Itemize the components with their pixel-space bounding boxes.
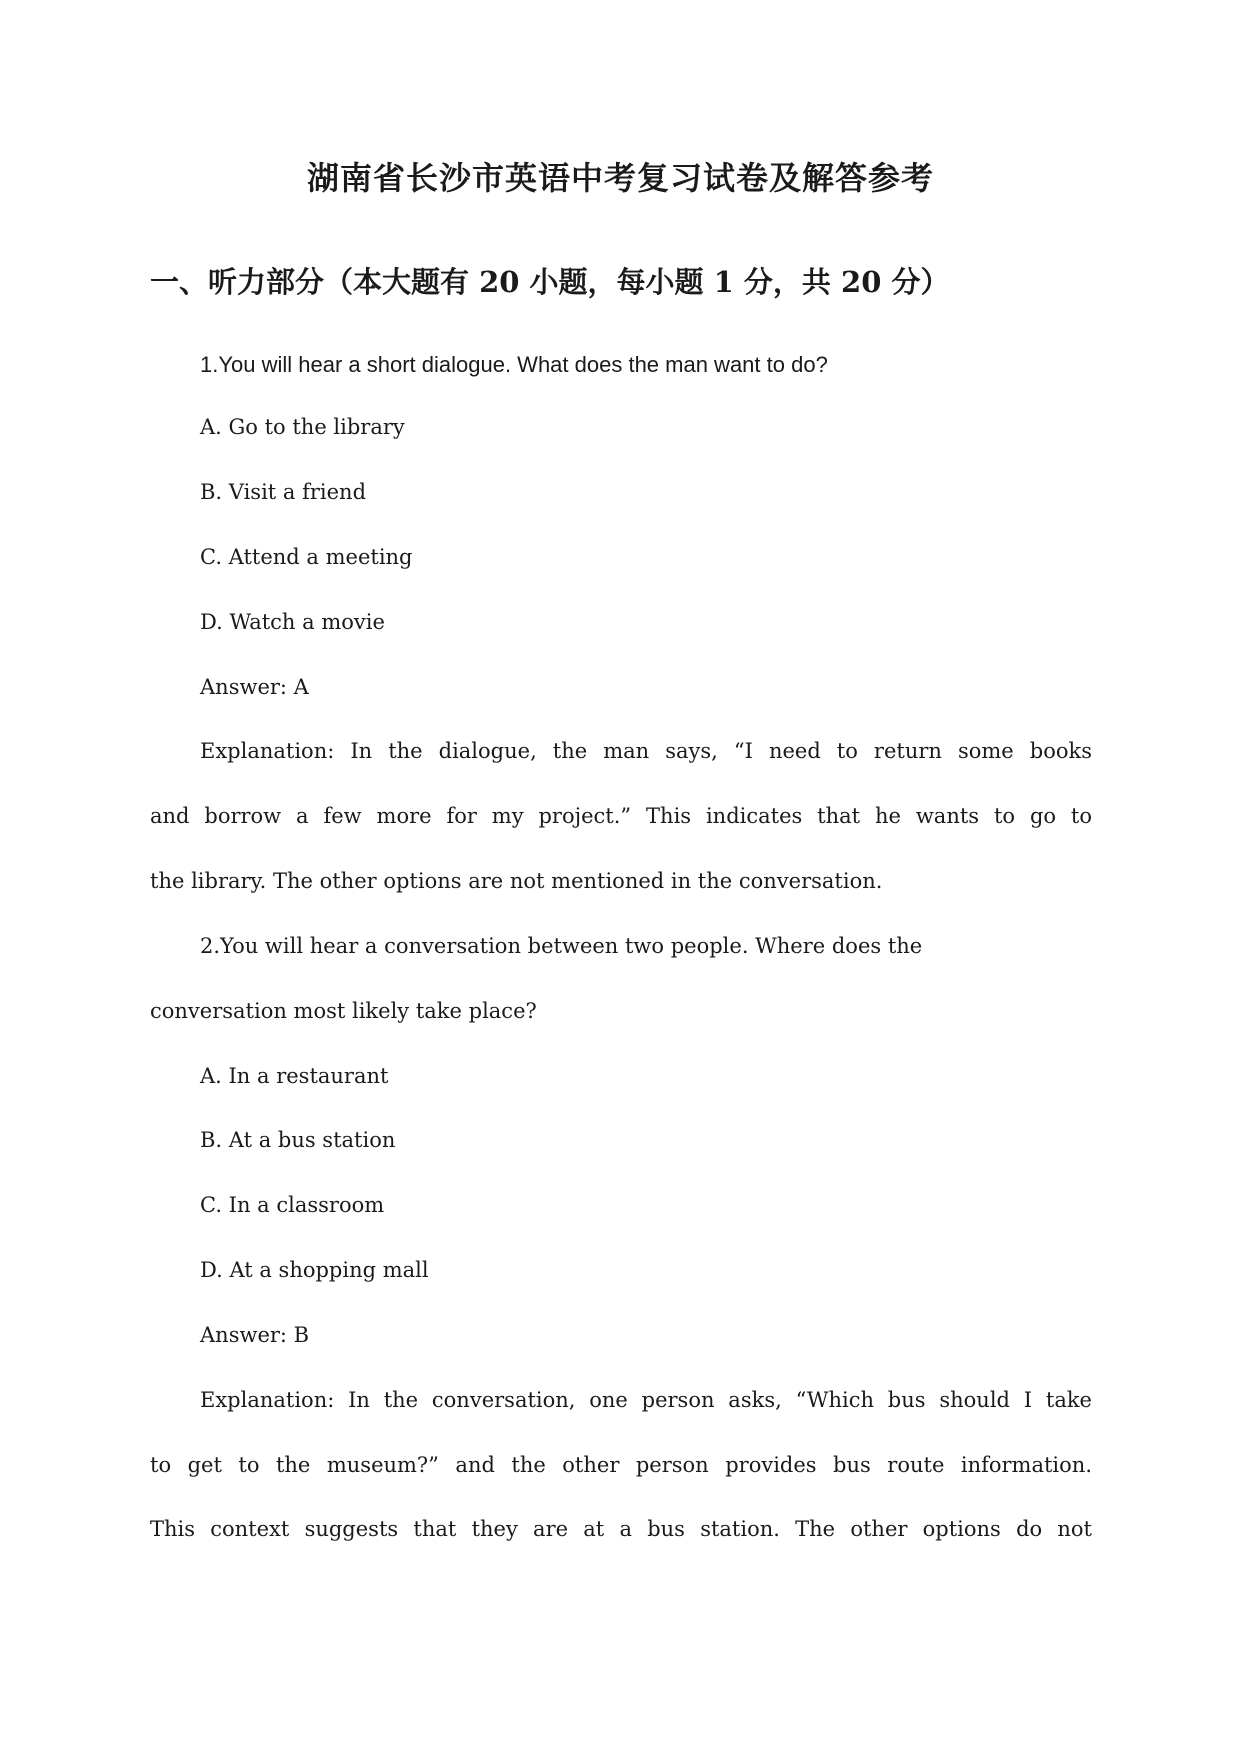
question-2-explanation-line-3: This context suggests that they are at a bus station. The other options do not — [150, 1517, 1092, 1541]
question-2-option-a: A. In a restaurant — [200, 1064, 389, 1088]
question-1-option-c: C. Attend a meeting — [200, 545, 413, 569]
question-1-option-a: A. Go to the library — [200, 415, 405, 439]
question-2-prompt-line-2: conversation most likely take place? — [150, 999, 537, 1023]
question-1-option-d: D. Watch a movie — [200, 610, 385, 634]
question-2-option-d: D. At a shopping mall — [200, 1258, 429, 1282]
question-1-prompt: 1.You will hear a short dialogue. What does the man want to do? — [200, 352, 828, 377]
section-heading: 一、听力部分（本大题有 20 小题，每小题 1 分，共 20 分） — [150, 265, 950, 299]
question-2-answer: Answer: B — [200, 1323, 310, 1347]
question-1-explanation-line-2: and borrow a few more for my project.” This indicates that he wants to go to — [150, 804, 1092, 828]
question-2-option-c: C. In a classroom — [200, 1193, 385, 1217]
document-title: 湖南省长沙市英语中考复习试卷及解答参考 — [306, 159, 934, 197]
question-2-option-b: B. At a bus station — [200, 1128, 396, 1152]
question-1-option-b: B. Visit a friend — [200, 480, 367, 504]
question-1-explanation-line-3: the library. The other options are not mentioned in the conversation. — [150, 869, 883, 893]
question-2-prompt-line-1: 2.You will hear a conversation between two people. Where does the — [200, 934, 923, 958]
question-1-answer: Answer: A — [200, 675, 309, 699]
question-2-explanation-line-1: Explanation: In the conversation, one person asks, “Which bus should I take — [200, 1388, 1092, 1412]
question-2-explanation-line-2: to get to the museum?” and the other person provides bus route information. — [150, 1453, 1092, 1477]
question-1-explanation-line-1: Explanation: In the dialogue, the man says, “I need to return some books — [200, 739, 1092, 763]
